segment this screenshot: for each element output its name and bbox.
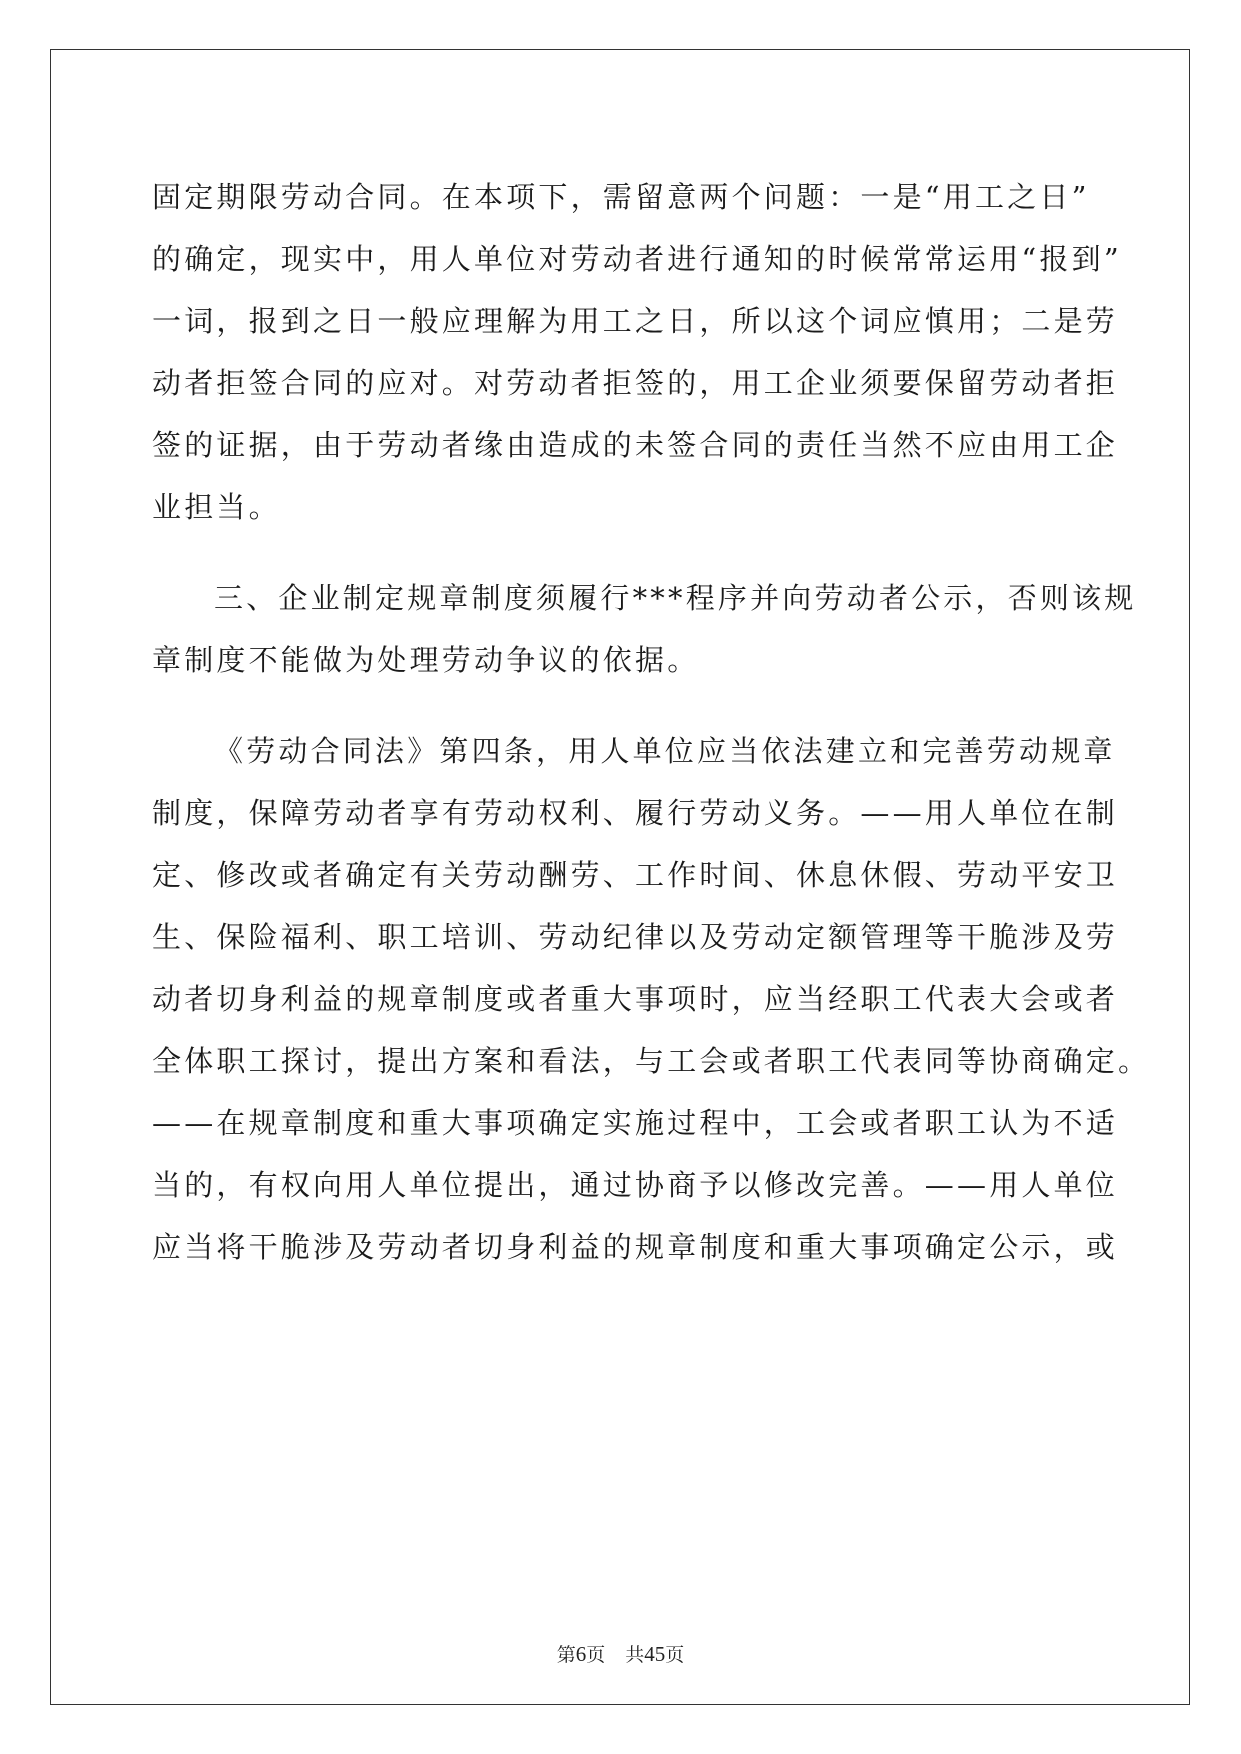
section-heading-line: 章制度不能做为处理劳动争议的依据。 [152, 643, 700, 677]
paragraph-line: 《劳动合同法》第四条，用人单位应当依法建立和完善劳动规章 [214, 734, 1116, 768]
paragraph-line: 的确定，现实中，用人单位对劳动者进行通知的时候常常运用“报到” [152, 242, 1122, 276]
page-footer [0, 1640, 1241, 1667]
paragraph-line: ——在规章制度和重大事项确定实施过程中，工会或者职工认为不适 [152, 1106, 1119, 1140]
total-prefix: 共 [625, 1644, 645, 1666]
paragraph-line: 业担当。 [152, 490, 281, 524]
paragraph-line: 全体职工探讨，提出方案和看法，与工会或者职工代表同等协商确定。 [152, 1044, 1151, 1078]
section-heading-line: 三、企业制定规章制度须履行***程序并向劳动者公示，否则该规 [214, 581, 1137, 615]
page-number: 6 [575, 1642, 587, 1666]
total-pages: 45 [644, 1642, 666, 1666]
paragraph-line: 签的证据，由于劳动者缘由造成的未签合同的责任当然不应由用工企 [152, 428, 1119, 462]
page-suffix: 页 [586, 1644, 606, 1666]
document-body [152, 166, 1151, 1278]
paragraph-line: 固定期限劳动合同。在本项下，需留意两个问题：一是“用工之日” [152, 180, 1090, 214]
paragraph-line: 定、修改或者确定有关劳动酬劳、工作时间、休息休假、劳动平安卫 [152, 858, 1119, 892]
paragraph-line: 制度，保障劳动者享有劳动权利、履行劳动义务。——用人单位在制 [152, 796, 1119, 830]
paragraph-line: 生、保险福利、职工培训、劳动纪律以及劳动定额管理等干脆涉及劳 [152, 920, 1119, 954]
paragraph-line: 一词，报到之日一般应理解为用工之日，所以这个词应慎用；二是劳 [152, 304, 1119, 338]
paragraph-line: 应当将干脆涉及劳动者切身利益的规章制度和重大事项确定公示，或 [152, 1230, 1119, 1264]
paragraph-line: 动者拒签合同的应对。对劳动者拒签的，用工企业须要保留劳动者拒 [152, 366, 1119, 400]
total-suffix: 页 [665, 1644, 685, 1666]
paragraph-line: 动者切身利益的规章制度或者重大事项时，应当经职工代表大会或者 [152, 982, 1119, 1016]
paragraph-line: 当的，有权向用人单位提出，通过协商予以修改完善。——用人单位 [152, 1168, 1119, 1202]
page-prefix: 第 [556, 1644, 576, 1666]
